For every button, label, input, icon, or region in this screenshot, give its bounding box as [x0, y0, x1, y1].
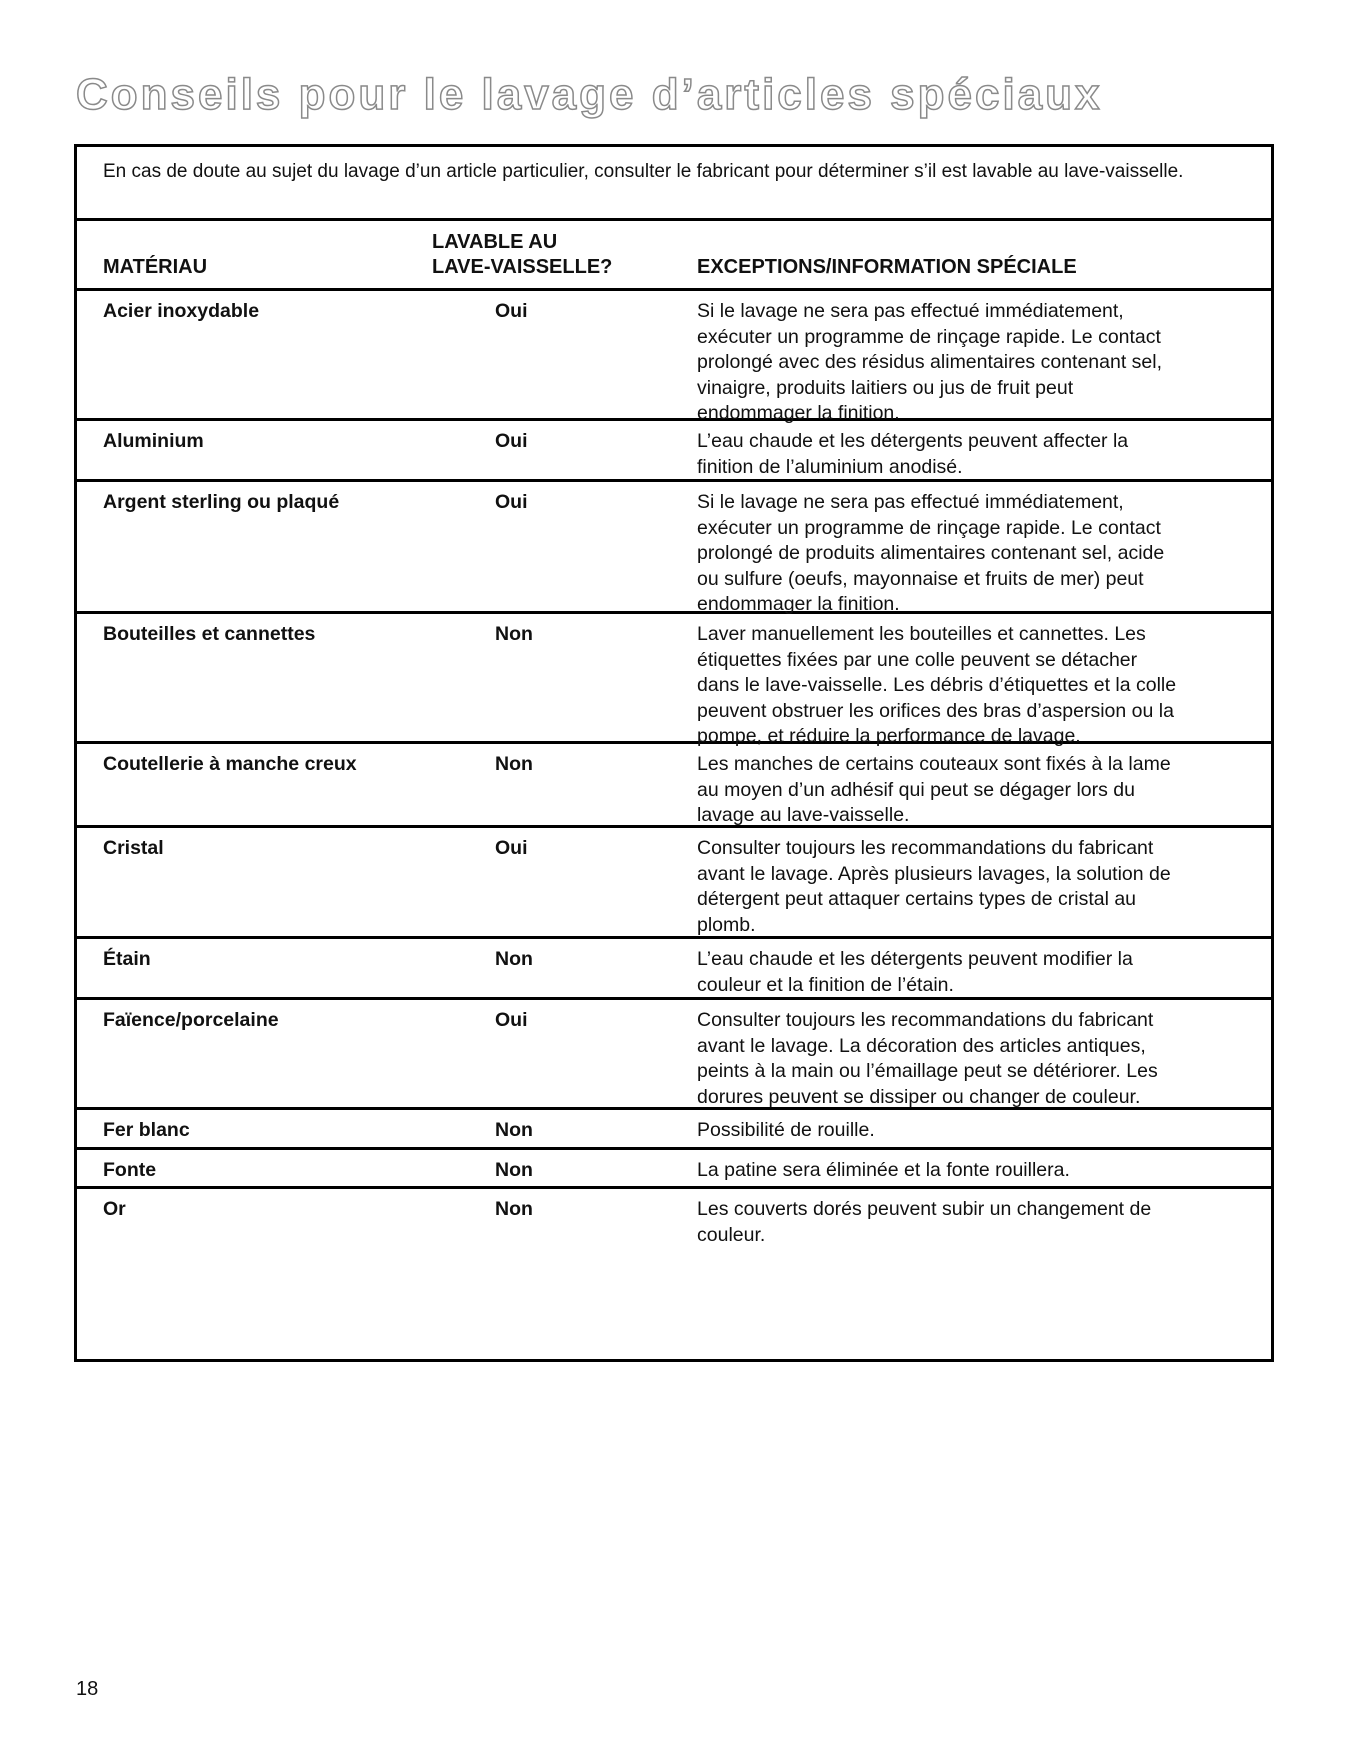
exceptions-cell — [697, 1118, 1237, 1144]
exceptions-line: peuvent obstruer les orifices des bras d’aspersion ou la — [697, 699, 1174, 722]
washable-cell: Oui — [495, 491, 528, 513]
table-row — [77, 291, 1271, 425]
exceptions-cell — [697, 1008, 1237, 1110]
material-cell: Étain — [103, 948, 151, 970]
table-row — [77, 482, 1271, 614]
header-exceptions: EXCEPTIONS/INFORMATION SPÉCIALE — [697, 256, 1077, 278]
exceptions-line: au moyen d’un adhésif qui peut se dégager lors du — [697, 778, 1135, 801]
table-row — [77, 744, 1271, 828]
material-cell: Acier inoxydable — [103, 300, 260, 322]
exceptions-line: dans le lave-vaisselle. Les débris d’étiquettes et la colle — [697, 674, 1177, 697]
exceptions-line: endommager la finition. — [697, 402, 900, 425]
exceptions-line: couleur et la finition de l’étain. — [697, 973, 954, 996]
table-row — [77, 939, 1271, 1000]
table-row — [77, 1189, 1271, 1257]
washable-cell: Oui — [495, 300, 528, 322]
material-cell: Bouteilles et cannettes — [103, 623, 316, 645]
exceptions-line: prolongé de produits alimentaires contenant sel, acide — [697, 542, 1165, 565]
page-number: 18 — [76, 1678, 99, 1700]
exceptions-line: couleur. — [697, 1223, 766, 1246]
table-row — [77, 828, 1271, 939]
washable-cell: Non — [495, 1159, 533, 1181]
exceptions-line: Consulter toujours les recommandations du fabricant — [697, 837, 1154, 859]
exceptions-cell — [697, 299, 1237, 427]
exceptions-line: L’eau chaude et les détergents peuvent modifier la — [697, 948, 1133, 970]
table-row — [77, 421, 1271, 482]
exceptions-line: ou sulfure (oeufs, mayonnaise et fruits de mer) peut — [697, 567, 1144, 590]
exceptions-line: peints à la main ou l’émaillage peut se détériorer. Les — [697, 1060, 1158, 1083]
table-row — [77, 614, 1271, 748]
exceptions-cell — [697, 490, 1237, 618]
exceptions-line: endommager la finition. — [697, 593, 900, 616]
exceptions-line: vinaigre, produits laitiers ou jus de fruit peut — [697, 376, 1074, 399]
material-cell: Faïence/porcelaine — [103, 1009, 279, 1031]
washable-cell: Non — [495, 623, 533, 645]
material-cell: Argent sterling ou plaqué — [103, 491, 340, 513]
material-cell: Cristal — [103, 837, 164, 859]
header-lavable-line1: LAVABLE AU — [432, 231, 558, 253]
exceptions-line: avant le lavage. La décoration des articles antiques, — [697, 1034, 1146, 1057]
exceptions-line: dorures peuvent se dissiper ou changer de couleur. — [697, 1085, 1141, 1108]
exceptions-line: détergent peut attaquer certains types de cristal au — [697, 888, 1137, 911]
exceptions-cell — [697, 836, 1237, 938]
exceptions-line: plomb. — [697, 913, 756, 936]
exceptions-cell — [697, 1197, 1237, 1248]
exceptions-line: Si le lavage ne sera pas effectué immédiatement, — [697, 491, 1124, 513]
exceptions-cell — [697, 752, 1237, 829]
material-cell: Fer blanc — [103, 1119, 190, 1141]
washing-table — [74, 144, 1274, 1362]
exceptions-line: étiquettes fixées par une colle peuvent se détacher — [697, 648, 1138, 671]
table-body — [77, 291, 1271, 1257]
exceptions-cell — [697, 1158, 1237, 1184]
header-materiau: MATÉRIAU — [103, 256, 208, 278]
intro-text: En cas de doute au sujet du lavage d’un article particulier, consulter le fabricant pour déterminer s’il est lavable au lave-vaisselle. — [77, 147, 1271, 221]
material-cell: Coutellerie à manche creux — [103, 753, 357, 775]
exceptions-line: Possibilité de rouille. — [697, 1119, 875, 1141]
exceptions-line: pompe, et réduire la performance de lavage. — [697, 725, 1081, 748]
exceptions-cell — [697, 622, 1237, 750]
exceptions-line: avant le lavage. Après plusieurs lavages, la solution de — [697, 862, 1171, 885]
exceptions-line: exécuter un programme de rinçage rapide. Le contact — [697, 516, 1161, 539]
exceptions-line: L’eau chaude et les détergents peuvent affecter la — [697, 430, 1129, 452]
material-cell: Fonte — [103, 1159, 157, 1181]
exceptions-line: Consulter toujours les recommandations du fabricant — [697, 1009, 1154, 1031]
table-row — [77, 1000, 1271, 1110]
table-row — [77, 1110, 1271, 1150]
page-title: Conseils pour le lavage d’articles spéciaux — [76, 70, 1103, 119]
exceptions-line: lavage au lave-vaisselle. — [697, 804, 910, 827]
exceptions-line: exécuter un programme de rinçage rapide. Le contact — [697, 325, 1161, 348]
material-cell: Aluminium — [103, 430, 204, 452]
table-header — [77, 221, 1271, 291]
washable-cell: Non — [495, 753, 533, 775]
header-lavable — [432, 230, 612, 280]
washable-cell: Non — [495, 1198, 533, 1220]
exceptions-line: finition de l’aluminium anodisé. — [697, 455, 963, 478]
washable-cell: Non — [495, 1119, 533, 1141]
exceptions-cell — [697, 947, 1237, 998]
exceptions-line: Les couverts dorés peuvent subir un changement de — [697, 1198, 1152, 1220]
washable-cell: Oui — [495, 1009, 528, 1031]
material-cell: Or — [103, 1198, 126, 1220]
exceptions-line: prolongé avec des résidus alimentaires contenant sel, — [697, 351, 1163, 374]
exceptions-line: Si le lavage ne sera pas effectué immédiatement, — [697, 300, 1124, 322]
exceptions-line: La patine sera éliminée et la fonte rouillera. — [697, 1159, 1070, 1181]
exceptions-line: Les manches de certains couteaux sont fixés à la lame — [697, 753, 1171, 775]
header-lavable-line2: LAVE-VAISSELLE? — [432, 256, 613, 278]
washable-cell: Oui — [495, 837, 528, 859]
exceptions-line: Laver manuellement les bouteilles et cannettes. Les — [697, 623, 1146, 645]
exceptions-cell — [697, 429, 1237, 480]
washable-cell: Non — [495, 948, 533, 970]
washable-cell: Oui — [495, 430, 528, 452]
table-row — [77, 1150, 1271, 1189]
